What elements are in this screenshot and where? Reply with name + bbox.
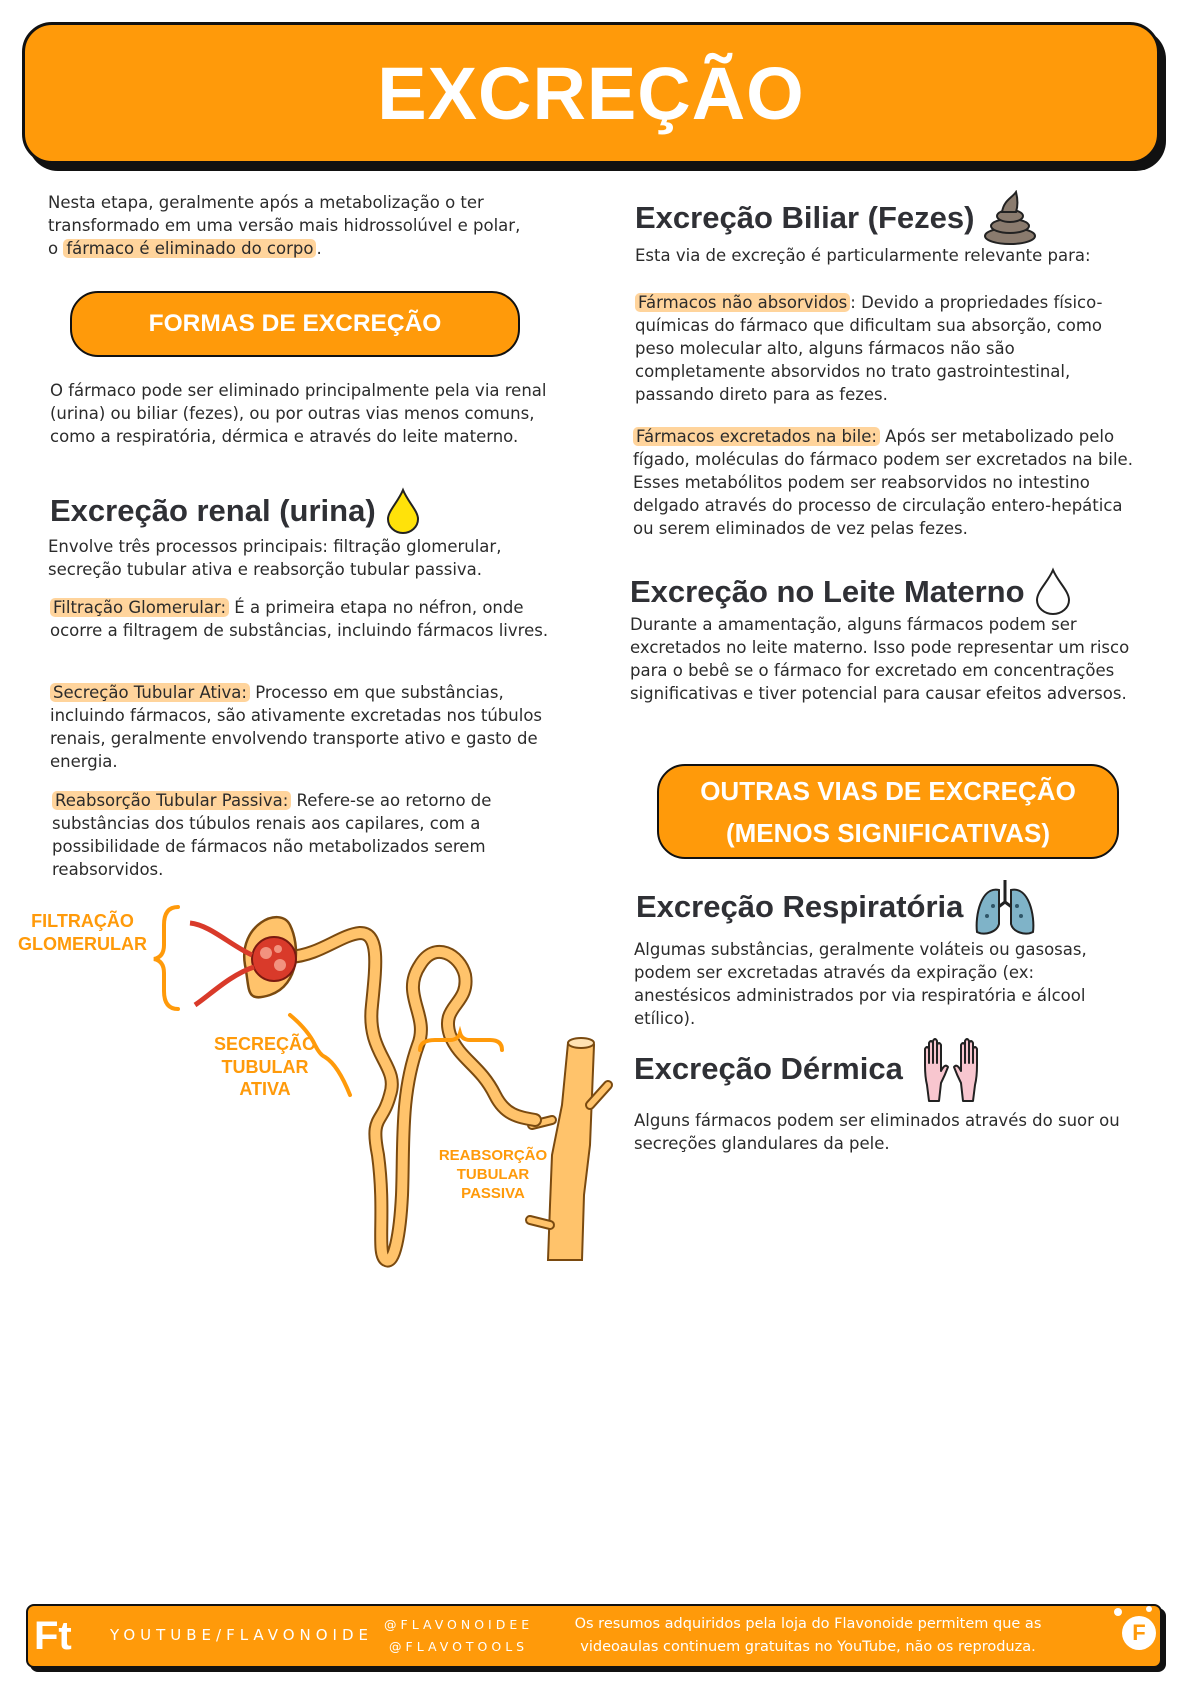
leite-heading	[630, 567, 1073, 617]
outras-pill	[657, 764, 1119, 859]
renal-item-term: Reabsorção Tubular Passiva:	[52, 791, 291, 810]
label-line: TUBULAR	[456, 1165, 530, 1183]
intro-paragraph	[48, 191, 528, 260]
hands-icon	[917, 1035, 985, 1103]
renal-intro-text: Envolve três processos principais: filtração glomerular, secreção tubular ativa e reabsorção tubular passiva.	[48, 537, 502, 579]
instagram-handle[interactable]: @FLAVOTOOLS	[389, 1639, 529, 1654]
biliar-item-term: Fármacos não absorvidos	[635, 293, 850, 312]
brand-badge-icon: F	[1122, 1616, 1156, 1650]
youtube-link[interactable]: YOUTUBE/FLAVONOIDE	[110, 1626, 374, 1644]
biliar-item-term: Fármacos excretados na bile:	[633, 427, 880, 446]
filtracao-brace	[154, 907, 178, 1009]
brand-logo: Ft	[34, 1614, 72, 1658]
respiratoria-heading-text: Excreção Respiratória	[636, 889, 964, 924]
lungs-icon	[971, 876, 1039, 938]
label-line: PASSIVA	[461, 1184, 525, 1202]
renal-heading	[50, 487, 422, 535]
page-title: EXCREÇÃO	[377, 51, 805, 135]
leite-heading-text: Excreção no Leite Materno	[630, 574, 1025, 609]
biliar-heading-text: Excreção Biliar (Fezes)	[635, 200, 975, 235]
instagram-handles	[384, 1614, 533, 1658]
dermica-paragraph	[634, 1109, 1134, 1155]
biliar-intro-text: Esta via de excreção é particularmente relevante para:	[635, 246, 1091, 265]
footer-message: Os resumos adquiridos pela loja do Flavonoide permitem que as videoaulas continuem gratuitas no YouTube, não os reproduza.	[574, 1616, 1042, 1655]
respiratoria-text: Algumas substâncias, geralmente voláteis ou gasosas, podem ser excretadas através da expiração (ex: anestésicos administrados por via respiratória e álcool etílico).	[634, 940, 1087, 1028]
label-line: GLOMERULAR	[18, 933, 147, 954]
intro-highlight: fármaco é eliminado do corpo	[63, 239, 316, 258]
biliar-item-2	[633, 425, 1148, 540]
renal-item-text: É a primeira etapa no néfron, onde ocorre a filtragem de substâncias, incluindo fármacos livres.	[50, 598, 549, 640]
instagram-handle[interactable]: @FLAVONOIDEE	[384, 1617, 534, 1632]
title-banner	[22, 22, 1160, 164]
label-line: ATIVA	[239, 1079, 291, 1099]
renal-heading-text: Excreção renal (urina)	[50, 493, 376, 528]
dot-icon	[1146, 1606, 1152, 1612]
formas-text: O fármaco pode ser eliminado principalmente pela via renal (urina) ou biliar (fezes), ou por outras vias menos comuns, como a respiratória, dérmica e através do leite materno.	[50, 381, 547, 446]
glomerulus	[252, 937, 296, 981]
footer	[26, 1604, 1162, 1668]
respiratoria-heading	[636, 876, 1039, 938]
poop-icon	[982, 190, 1038, 246]
label-line: FILTRAÇÃO	[31, 911, 134, 931]
yellow-drop-icon	[384, 487, 422, 535]
biliar-intro	[635, 244, 1155, 267]
leite-paragraph	[630, 613, 1145, 705]
renal-item-text: Refere-se ao retorno de substâncias dos túbulos renais aos capilares, com a possibilidade de fármacos não metabolizados serem reabsorvidos.	[52, 791, 492, 879]
label-line: SECREÇÃO	[213, 1034, 316, 1054]
dot-icon	[1114, 1608, 1122, 1616]
formas-pill	[70, 291, 520, 357]
biliar-item-1	[635, 291, 1140, 406]
outras-pill-line: OUTRAS VIAS DE EXCREÇÃO	[700, 775, 1076, 806]
dermica-heading-text: Excreção Dérmica	[634, 1051, 903, 1086]
nephron-diagram	[150, 895, 620, 1315]
renal-item-3	[52, 789, 552, 881]
formas-paragraph	[50, 379, 550, 448]
formas-pill-label: FORMAS DE EXCREÇÃO	[148, 310, 442, 337]
leite-text: Durante a amamentação, alguns fármacos podem ser excretados no leite materno. Isso pode representar um risco para o bebê se o fármaco for excretado em concentrações significativas e tiver potencial para causar efeitos adversos.	[630, 615, 1130, 703]
label-filtracao	[18, 910, 147, 955]
dermica-text: Alguns fármacos podem ser eliminados através do suor ou secreções glandulares da pele.	[634, 1111, 1120, 1153]
dermica-heading	[634, 1035, 985, 1103]
renal-item-2	[50, 681, 555, 773]
intro-end: .	[316, 239, 322, 258]
biliar-item-text: : Devido a propriedades físico-químicas do fármaco que dificultam sua absorção, como peso molecular alto, alguns fármacos não são completamente absorvidos no trato gastrointestinal, passando direto para as fezes.	[635, 293, 1103, 404]
biliar-heading	[635, 190, 1038, 246]
renal-intro	[48, 535, 548, 581]
label-reabsorcao	[433, 1147, 553, 1203]
biliar-item-text: Após ser metabolizado pelo fígado, moléculas do fármaco podem ser excretados na bile. Esses metabólitos podem ser reabsorvidos no intestino delgado através do processo de circulação entero-hepática ou serem eliminados de vez pelas fezes.	[633, 427, 1133, 538]
label-line: REABSORÇÃO	[438, 1147, 548, 1164]
label-line: TUBULAR	[221, 1056, 309, 1077]
renal-item-term: Secreção Tubular Ativa:	[50, 683, 250, 702]
renal-item-term: Filtração Glomerular:	[50, 598, 229, 617]
milk-drop-icon	[1033, 567, 1073, 617]
collecting-duct	[548, 1043, 594, 1260]
renal-item-1	[50, 596, 550, 642]
intro-text: Nesta etapa, geralmente após a metabolização o ter transformado em uma versão mais hidrossolúvel e polar, o	[48, 193, 521, 258]
label-secrecao	[210, 1033, 320, 1101]
outras-pill-line: (MENOS SIGNIFICATIVAS)	[725, 817, 1051, 848]
respiratoria-paragraph	[634, 938, 1134, 1030]
renal-item-text: Processo em que substâncias, incluindo fármacos, são ativamente excretadas nos túbulos renais, geralmente envolvendo transporte ativo e gasto de energia.	[50, 683, 543, 771]
